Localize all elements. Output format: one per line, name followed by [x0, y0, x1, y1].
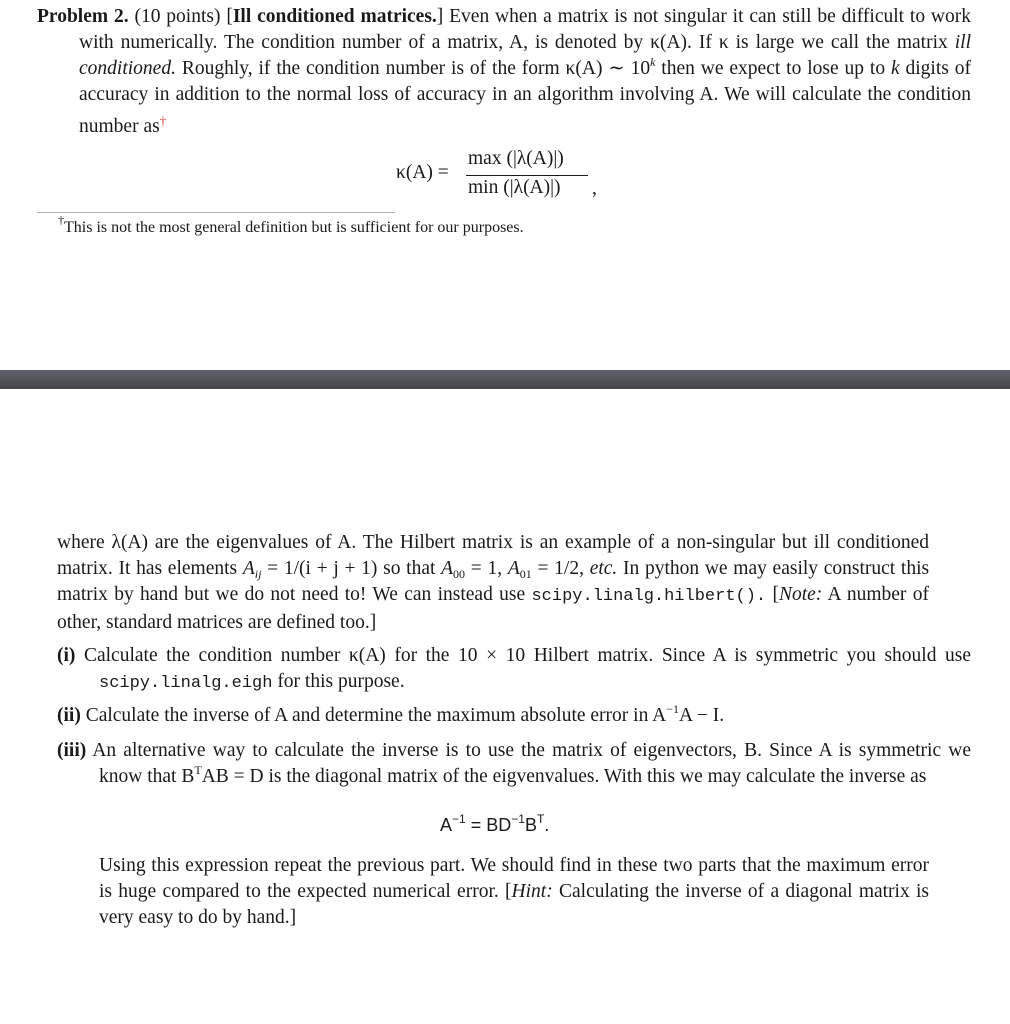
- footnote-text: This is not the most general definition but is sufficient for our purposes.: [64, 219, 524, 236]
- formula-trail: ,: [592, 178, 597, 199]
- formula-numerator: max (|λ(A)|): [468, 148, 564, 169]
- part-i: [57, 643, 971, 697]
- hint-label: Hint:: [511, 881, 553, 902]
- part-i-text-a: Calculate the condition number κ(A) for the 10 × 10 Hilbert matrix. Since A is symmetric you should use: [83, 645, 971, 666]
- code-eigh: scipy.linalg.eigh: [99, 674, 273, 693]
- element-a: A: [242, 558, 255, 579]
- a00-rhs: = 1,: [470, 558, 503, 579]
- eq-lhs-sup: −1: [452, 812, 466, 826]
- fraction-bar: [466, 175, 588, 176]
- continuation-text-1: where λ(A) are the eigenvalues of A. The Hilbert matrix is an example of a non-singular but ill conditioned matrix. It has elements: [57, 532, 929, 579]
- continuation-text-2: In python we may easily construct this matrix by hand but we do not need to! We can instead use: [57, 558, 930, 605]
- problem-text-2: Roughly, if the condition number is of the form κ(A) ∼ 10: [181, 58, 651, 79]
- part-iii-text-b: AB = D is the diagonal matrix of the eigvenvalues. With this we may calculate the inverse as: [201, 766, 927, 787]
- note-label: Note:: [778, 584, 823, 605]
- footnote-rule: [37, 212, 395, 213]
- part-i-label: (i): [57, 645, 76, 666]
- footnote: [58, 213, 758, 239]
- note-text: A number of other, standard matrices are defined too.]: [57, 584, 929, 633]
- hint-text: Calculating the inverse of a diagonal matrix is very easy to do by hand.]: [99, 881, 930, 928]
- part-iii-sup: T: [194, 763, 202, 777]
- part-ii-sup: −1: [666, 702, 679, 716]
- eq-end-sup: T: [536, 812, 545, 826]
- element-sub: ij: [254, 567, 262, 581]
- problem-intro: Problem 2. (10 points) [Ill conditioned matrices.] Even when a matrix is not singular it can still be difficult to work with numerically. The condition number of a matrix, A, is denoted by κ(A). If κ is large we call the matrix ill conditioned. Roughly, if the condition number is of the form κ(A) ∼ 10$^k$ then we expect to lose up to k digits of accuracy in addition to the normal loss of accuracy in an algorithm involving A. We will calculate the condition number as†: [37, 6, 972, 137]
- condition-number-formula: [396, 148, 636, 204]
- page-divider: [0, 370, 1010, 389]
- problem-text-italic: ill conditioned.: [79, 32, 972, 79]
- footnote-marker: †: [58, 213, 64, 227]
- a00-sub: 00: [453, 567, 466, 581]
- problem-text-3: then we expect to lose up to: [661, 58, 886, 79]
- code-hilbert: scipy.linalg.hilbert().: [531, 587, 767, 606]
- formula-denominator: min (|λ(A)|): [468, 177, 561, 198]
- element-rhs: = 1/(i + j + 1) so that: [267, 558, 436, 579]
- problem-title: Ill conditioned matrices.: [232, 6, 437, 27]
- part-ii-text-a: Calculate the inverse of A and determine the maximum absolute error in A: [85, 705, 667, 726]
- eq-end: B: [524, 815, 537, 835]
- footnote-link[interactable]: †: [159, 113, 167, 128]
- eq-mid-sup: −1: [511, 812, 525, 826]
- part-ii: [57, 703, 971, 729]
- continuation-paragraph: [57, 530, 929, 636]
- a01-rhs: = 1/2,: [537, 558, 584, 579]
- part-iii-text-a: An alternative way to calculate the inverse is to use the matrix of eigenvectors, B. Since A is symmetric we know that B: [92, 740, 971, 787]
- a01-sub: 01: [519, 567, 532, 581]
- part-ii-text-b: A − I.: [678, 705, 725, 726]
- note-open: [: [772, 584, 779, 605]
- eq-dot: .: [544, 815, 550, 835]
- problem-points: (10 points): [134, 6, 221, 27]
- problem-exponent: k: [650, 55, 656, 69]
- part-iii-text-c: Using this expression repeat the previous part. We should find in these two parts that the maximum error is huge compared to the expected numerical error.: [99, 855, 929, 902]
- problem-label: Problem 2.: [37, 6, 129, 27]
- a00: A: [441, 558, 454, 579]
- part-iii: [57, 738, 971, 790]
- part-iii-conclusion: [99, 853, 929, 931]
- problem-text-4: digits of accuracy in addition to the normal loss of accuracy in an algorithm involving A. We will calculate the condition number as: [79, 58, 971, 137]
- etc: etc.: [589, 558, 618, 579]
- a01: A: [507, 558, 520, 579]
- hint-open: [: [505, 881, 512, 902]
- formula-lhs: κ(A) =: [396, 162, 449, 183]
- part-iii-label: (iii): [57, 740, 87, 761]
- inverse-equation: [440, 812, 550, 836]
- eq-lhs: A: [440, 815, 453, 835]
- part-i-text-b: for this purpose.: [277, 671, 405, 692]
- problem-text-1: Even when a matrix is not singular it can still be difficult to work with numerically. The condition number of a matrix, A, is denoted by κ(A). If κ is large we call the matrix: [79, 6, 972, 53]
- part-ii-label: (ii): [57, 705, 81, 726]
- eq-mid: = BD: [470, 815, 512, 835]
- problem-k: k: [890, 58, 900, 79]
